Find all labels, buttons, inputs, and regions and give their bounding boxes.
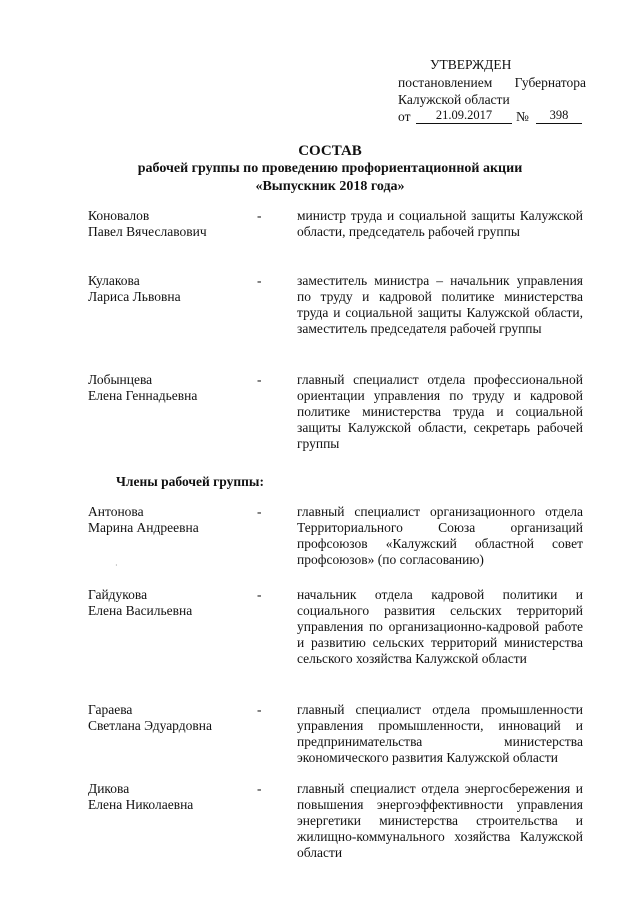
member-surname: Дикова bbox=[88, 781, 130, 796]
member-given-name: Светлана Эдуардовна bbox=[88, 718, 212, 733]
member-dash: - bbox=[257, 702, 262, 717]
members-section-title: Члены рабочей группы: bbox=[116, 474, 264, 489]
member-given-name: Елена Геннадьевна bbox=[88, 388, 198, 403]
member-position: заместитель министра – начальник управления по труду и кадровой политике министерства труда и социальной защиты Калужской области, заместитель председателя рабочей группы bbox=[297, 273, 583, 336]
member-surname: Коновалов bbox=[88, 208, 150, 223]
member-position: министр труда и социальной защиты Калужской области, председатель рабочей группы bbox=[297, 208, 583, 239]
member-given-name: Елена Николаевна bbox=[88, 797, 194, 812]
member-dash: - bbox=[257, 372, 262, 387]
member-given-name: Елена Васильевна bbox=[88, 603, 193, 618]
member-surname: Гайдукова bbox=[88, 587, 148, 602]
member-name bbox=[88, 587, 248, 619]
approval-line-2: Калужской области bbox=[398, 92, 510, 107]
approval-number-sign: № bbox=[516, 109, 529, 124]
document-heading bbox=[0, 142, 640, 196]
document-title: СОСТАВ bbox=[298, 143, 362, 159]
member-position: начальник отдела кадровой политики и социального развития сельских территорий управления по организационно-кадровой работе и развитию сельских территорий министерства сельского хозяйства Калужской области bbox=[297, 587, 583, 666]
member-position: главный специалист отдела энергосбережения и повышения энергоэффективности управления энергетики министерства строительства и жилищно-коммунального хозяйства Калужской области bbox=[297, 781, 583, 860]
member-position: главный специалист отдела профессиональной ориентации управления по труду и кадровой политике министерства труда и социальной защиты Калужской области, секретарь рабочей группы bbox=[297, 372, 583, 451]
approval-title: УТВЕРЖДЕН bbox=[430, 57, 512, 72]
member-surname: Антонова bbox=[88, 504, 144, 519]
member-dash: - bbox=[257, 208, 262, 223]
approval-line-1 bbox=[398, 74, 586, 91]
member-given-name: Лариса Львовна bbox=[88, 289, 181, 304]
approval-date: 21.09.2017 bbox=[435, 108, 493, 122]
member-position: главный специалист организационного отдела Территориального Союза организаций профсоюзов «Калужский областной совет профсоюзов» (по согласованию) bbox=[297, 504, 583, 567]
member-name bbox=[88, 781, 248, 813]
document-subtitle-2: «Выпускник 2018 года» bbox=[255, 179, 405, 194]
scan-speck: · bbox=[115, 561, 118, 570]
member-given-name: Павел Вячеславович bbox=[88, 224, 207, 239]
approval-word-governor: Губернатора bbox=[514, 75, 586, 90]
approval-number-underline bbox=[536, 123, 582, 124]
member-surname: Лобынцева bbox=[88, 372, 153, 387]
member-name bbox=[88, 208, 248, 240]
member-name bbox=[88, 504, 248, 536]
document-subtitle: рабочей группы по проведению профориентационной акции bbox=[137, 161, 523, 176]
member-name bbox=[88, 372, 248, 404]
approval-date-prefix: от bbox=[398, 109, 411, 124]
member-given-name: Марина Андреевна bbox=[88, 520, 199, 535]
member-name bbox=[88, 273, 248, 305]
member-dash: - bbox=[257, 504, 262, 519]
member-dash: - bbox=[257, 781, 262, 796]
approval-word-decree: постановлением bbox=[398, 75, 493, 90]
member-name bbox=[88, 702, 248, 734]
member-surname: Кулакова bbox=[88, 273, 140, 288]
approval-date-underline bbox=[416, 123, 512, 124]
member-surname: Гараева bbox=[88, 702, 133, 717]
member-position: главный специалист отдела промышленности управления промышленности, инноваций и предпринимательства министерства экономического развития Калужской области bbox=[297, 702, 583, 765]
member-dash: - bbox=[257, 587, 262, 602]
approval-number: 398 bbox=[549, 108, 569, 122]
member-dash: - bbox=[257, 273, 262, 288]
